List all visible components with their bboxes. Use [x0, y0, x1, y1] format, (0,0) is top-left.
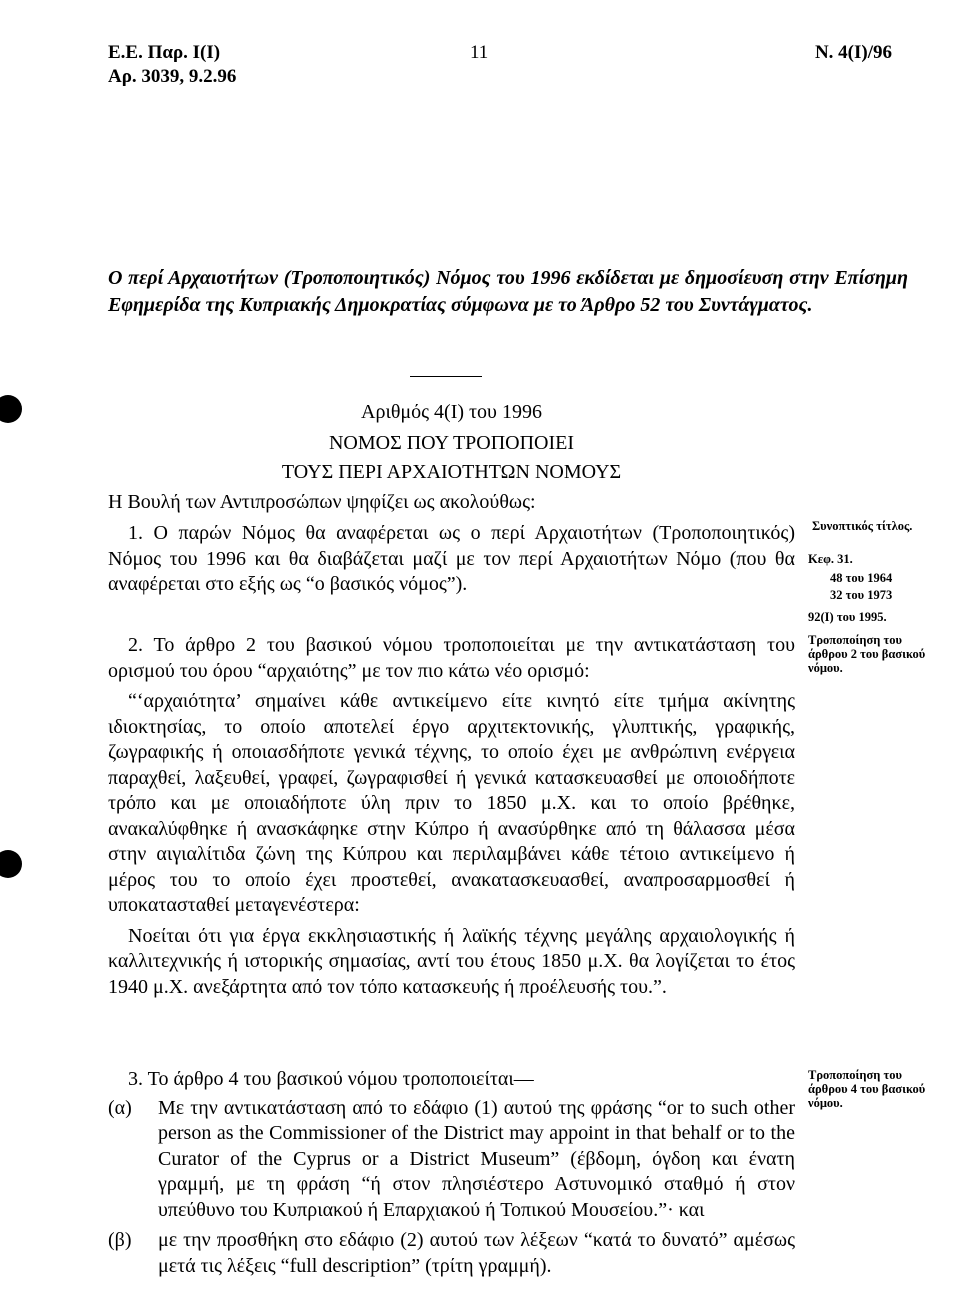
margin-ref: Κεφ. 31. [808, 552, 853, 566]
law-reference: Ν. 4(Ι)/96 [814, 42, 892, 63]
binder-hole [0, 850, 22, 878]
section-3-item-b [108, 1228, 795, 1279]
title-block [108, 400, 795, 485]
gazette-reference [108, 42, 236, 88]
margin-ref: 32 του 1973 [830, 588, 893, 602]
law-title-line2: ΤΟΥΣ ΠΕΡΙ ΑΡΧΑΙΟΤΗΤΩΝ ΝΟΜΟΥΣ [281, 461, 622, 483]
binder-hole [0, 395, 22, 423]
margin-note-refs [808, 552, 938, 624]
section-3-intro: 3. Το άρθρο 4 του βασικού νόμου τροποποιείται— [128, 1068, 534, 1090]
item-label: (α) [108, 1096, 132, 1119]
margin-note-section-2: Τροποποίηση του άρθρου 2 του βασικού νόμου. [808, 633, 926, 675]
margin-ref: 92(Ι) του 1995. [808, 610, 887, 624]
title-rule [410, 376, 482, 377]
enactment-formula: Η Βουλή των Αντιπροσώπων ψηφίζει ως ακολούθως: [108, 491, 536, 513]
section-3 [108, 1067, 795, 1279]
item-label: (β) [108, 1229, 132, 1251]
publication-statement: Ο περί Αρχαιοτήτων (Τροποποιητικός) Νόμος του 1996 εκδίδεται με δημοσίευση στην Επίσημη Εφημερίδα της Κυπριακής Δημοκρατίας σύμφωνα με το Άρθρο 52 του Συντάγματος. [108, 267, 908, 316]
section-2 [108, 633, 795, 1000]
gazette-part: Ε.Ε. Παρ. Ι(Ι) [108, 42, 221, 63]
margin-note-section-3: Τροποποίηση του άρθρου 4 του βασικού νόμου. [808, 1068, 926, 1110]
law-title-line1: ΝΟΜΟΣ ΠΟΥ ΤΡΟΠΟΠΟΙΕΙ [328, 432, 575, 454]
law-number: Αριθμός 4(Ι) του 1996 [361, 401, 542, 423]
section-2-proviso: Νοείται ότι για έργα εκκλησιαστικής ή λαϊκής τέχνης μεγάλης αρχαιολογικής ή καλλιτεχνικής ή ιστορικής σημασίας, αντί του έτους 1850 μ.Χ. θα λογίζεται το έτος 1940 μ.Χ. ανεξάρτητα από τον τόπο κατασκευής ή προέλευσής του.”. [108, 924, 795, 998]
margin-ref: 48 του 1964 [830, 571, 893, 585]
item-text: με την προσθήκη στο εδάφιο (2) αυτού των λέξεων “κατά το δυνατό” αμέσως μετά τις λέξεις “full description” (τρίτη γραμμή). [158, 1229, 795, 1277]
section-2-intro: 2. Το άρθρο 2 του βασικού νόμου τροποποιείται με την αντικατάσταση του ορισμού του όρου “αρχαιότης” με τον πιο κάτω νέο ορισμό: [108, 634, 795, 682]
item-text: Με την αντικατάσταση από το εδάφιο (1) αυτού της φράσης “or to such other person as the Commissioner of the District may appoint in that behalf or to the Curator of the Cyprus or a District Museum” (έβδομη, όγδοη και ένατη γραμμή, με τη φράση “ή στον πλησιέστερο Αστυνομικό σταθμό ή στον υπεύθυνο του Κυπριακού ή Επαρχιακού ή Τοπικού Μουσείου.”· και [158, 1096, 795, 1221]
section-1: 1. Ο παρών Νόμος θα αναφέρεται ως ο περί Αρχαιοτήτων (Τροποποιητικός) Νόμος του 1996 και θα διαβάζεται μαζί με τον περί Αρχαιοτήτων Νόμο (που θα αναφέρεται στο εξής ως “ο βασικός νόμος”). [108, 522, 795, 595]
section-3-item-a [108, 1096, 795, 1224]
margin-note-short-title: Συνοπτικός τίτλος. [812, 519, 913, 533]
section-2-definition: “‘αρχαιότητα’ σημαίνει κάθε αντικείμενο είτε κινητό είτε τμήμα ακίνητης ιδιοκτησίας, το οποίο αποτελεί έργο αρχιτεκτονικής, γλυπτικής, γραφικής, ζωγραφικής ή οποιασδήποτε γενικά τέχνης, το οποίο έχει με ανθρώπινη ενέργεια παραχθεί, λαξευθεί, γραφεί, ζωγραφισθεί ή γενικά κατασκευασθεί με οποιοδήποτε τρόπο και με οποιαδήποτε ύλη πριν το 1850 μ.Χ. και το οποίο βρέθηκε, ανακαλύφθηκε ή ανασκάφηκε στην Κύπρο ή ανασύρθηκε από τη θάλασσα μέσα στην αιγιαλίτιδα ζώνη της Κύπρου και περιλαμβάνει κάθε τέτοιο αντικείμενο ή μέρος του το οποίο έχει προστεθεί, ανακατασκευασθεί, αναπροσαρμοσθεί ή υποκατασταθεί μεταγενέστερα: [108, 690, 795, 916]
gazette-issue: Αρ. 3039, 9.2.96 [108, 66, 237, 87]
page-number: 11 [470, 42, 489, 63]
